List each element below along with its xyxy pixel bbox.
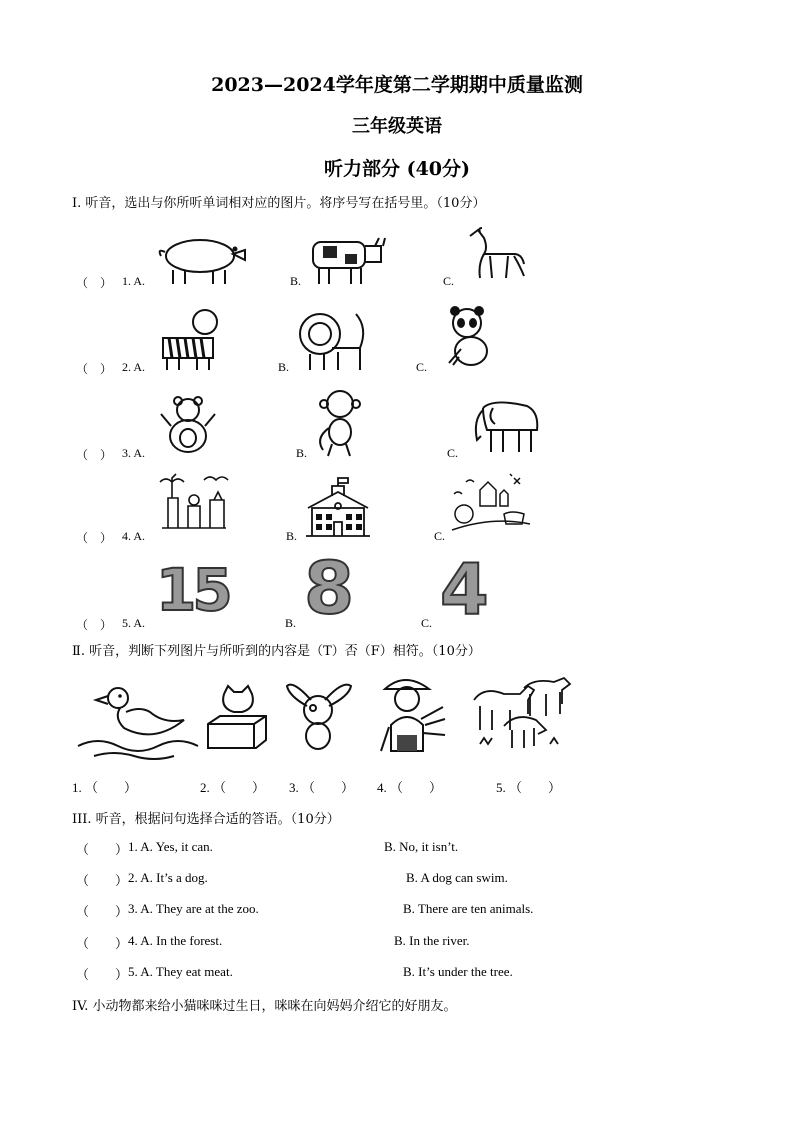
number-4-icon: 4 [440, 549, 489, 631]
section1-heading: I. 听音，选出与你所听单词相对应的图片。将序号写在括号里。（10分） [72, 196, 486, 211]
part-title: 听力部分 (40分) [323, 158, 471, 180]
row3-bracket: （ ） [76, 448, 113, 462]
row5-label-b: B. [285, 616, 297, 630]
tiger-icon [155, 308, 227, 373]
row4-bracket: （ ） [76, 531, 113, 545]
number-15-icon: 15 [156, 556, 229, 624]
cat-icon [206, 684, 268, 749]
s3-option-a-5: 5. A. They eat meat. [128, 964, 233, 979]
row2-label-a: 2. A. [122, 360, 146, 374]
lion-icon [296, 308, 371, 373]
s3-bracket-2: （ ） [76, 873, 129, 888]
horse-icon [460, 226, 530, 286]
row5-bracket: （ ） [76, 618, 113, 632]
farmer-icon [375, 675, 447, 755]
s3-option-b-3: B. There are ten animals. [403, 901, 534, 916]
rabbit-icon [283, 678, 355, 753]
duck-icon [74, 680, 199, 760]
horses-icon [464, 670, 574, 752]
row1-label-a: 1. A. [122, 274, 146, 288]
row3-label-b: B. [296, 446, 308, 460]
s2-answer-4: 4. （ ） [377, 780, 443, 795]
row1-label-b: B. [290, 274, 302, 288]
s3-bracket-3: （ ） [76, 904, 129, 919]
row4-label-b: B. [286, 529, 298, 543]
row5-label-a: 5. A. [122, 616, 146, 630]
pig-icon [155, 232, 250, 287]
row2-label-c: C. [416, 360, 428, 374]
zoo-icon [158, 470, 230, 530]
s3-option-b-4: B. In the river. [394, 933, 470, 948]
cow-icon [305, 232, 390, 287]
section4-heading: IV. 小动物都来给小猫咪咪过生日，咪咪在向妈妈介绍它的好朋友。 [72, 999, 457, 1014]
number-8-icon: 8 [304, 546, 355, 630]
s2-answer-1: 1. （ ） [72, 780, 138, 795]
s2-answer-2: 2. （ ） [200, 780, 266, 795]
s3-option-a-4: 4. A. In the forest. [128, 933, 223, 948]
row5-label-c: C. [421, 616, 433, 630]
page-title: 2023—2024学年度第二学期期中质量监测 [211, 74, 583, 96]
s3-option-b-1: B. No, it isn’t. [384, 839, 459, 854]
s3-bracket-5: （ ） [76, 967, 129, 982]
row2-bracket: （ ） [76, 362, 113, 376]
s3-option-a-1: 1. A. Yes, it can. [128, 839, 213, 854]
school-icon [302, 476, 374, 538]
row2-label-b: B. [278, 360, 290, 374]
s3-option-a-3: 3. A. They are at the zoo. [128, 901, 259, 916]
s3-option-a-2: 2. A. It’s a dog. [128, 870, 208, 885]
row1-bracket: （ ） [76, 276, 113, 290]
row4-label-a: 4. A. [122, 529, 146, 543]
s3-option-b-5: B. It’s under the tree. [403, 964, 513, 979]
s2-answer-5: 5. （ ） [496, 780, 562, 795]
page-subtitle: 三年级英语 [352, 116, 442, 137]
bear-icon [157, 396, 219, 456]
section3-heading: III. 听音，根据问句选择合适的答语。（10分） [72, 812, 340, 827]
s2-answer-3: 3. （ ） [289, 780, 355, 795]
row3-label-a: 3. A. [122, 446, 146, 460]
row3-label-c: C. [447, 446, 459, 460]
s3-option-b-2: B. A dog can swim. [406, 870, 508, 885]
farm-icon [450, 470, 532, 532]
panda-icon [445, 305, 500, 370]
row4-label-c: C. [434, 529, 446, 543]
section2-heading: Ⅱ. 听音，判断下列图片与所听到的内容是（T）否（F）相符。（10分） [72, 644, 481, 659]
s3-bracket-1: （ ） [76, 842, 129, 857]
monkey-icon [314, 388, 364, 458]
row1-label-c: C. [443, 274, 455, 288]
elephant-icon [469, 396, 541, 456]
s3-bracket-4: （ ） [76, 936, 129, 951]
